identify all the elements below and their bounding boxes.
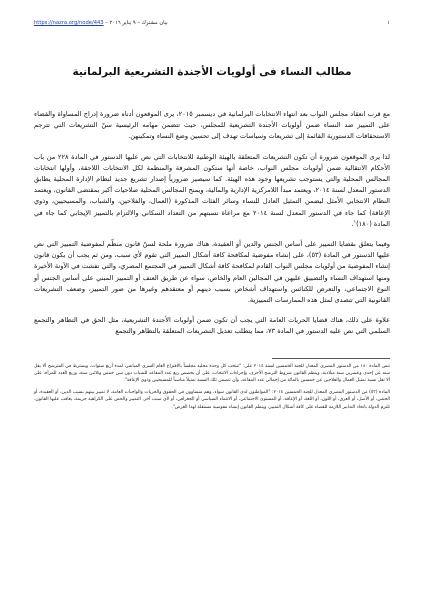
- page-number: ١: [387, 20, 390, 26]
- paragraph-1: مع قرب انعقاد مجلس النواب بعد انتهاء الانتخابات البرلمانية في ديسمبر ٢٠١٥، يرى الموقعون أدناه ضرورة إدراج المساواة والقضاء على التمييز ضد النساء ضمن أولويات الأجندة التشريعية للمجلس، حيث تتضمن مهامه الرئيسية سنّ التشريعات التي تترجم الاستحقاقات الدستورية القائمة إلى تشريعات وسياسات تهدف إلى تحسين وضع النساء وتمكينهن.: [34, 110, 391, 141]
- paragraph-2: لذا يرى الموقعون ضرورة أن تكون التشريعات المتعلقة بالهيئة الوطنية للانتخابات التي نص عليها الدستور في المادة ٢٢٨ من باب الأحكام الانتقالية ضمن أولويات مجلس النواب، خاصة أنها ستكون المشرفة والمنظمة لكل الانتخابات اللاحقة، وأولها انتخابات المجالس المحلية والتي يستوجب تشريعها وجود هذه الهيئة. كما سيصير ضرورياً إصدار تشريع جديد لنظام الإدارة المحلية يطابق الدستور المعدل لسنة ٢٠١٤، ويعتمد مبدأ اللامركزية الإدارية والمالية، ويمنح المجالس المحلية صلاحيات أكبر بمقتضى القانون، ويعتمد النظام الانتخابي الأمثل ليضمن التمثيل العادل للنساء وسائر الفئات المذكورة (العمال، والفلاحين، والشباب، والمسيحيين، وذوي الإعاقة) كما جاء في الدستور المعدل لسنة ٢٠١٤ مع مراعاة نسبتهم من التعداد السكاني والالتزام بالتمييز الإيجابي كما جاء في المادة (١٨٠)$^١$.: [34, 152, 391, 228]
- paragraph-3: وفيما يتعلق بقضايا التمييز على أساس الجنس والدين أو العقيدة، هناك ضرورة ملحة لسنّ قانون منظّم لمفوضية التمييز التي نص عليها الدستور في المادة (٥٣)، على إنشاء مفوضية لمكافحة كافة أشكال التمييز التي تقوم لأي سبب، ومن ثم يجب أن يكون قانون إنشاء المفوضية من أولويات مجلس النواب القادم لمكافحة كافة أشكال التمييز في المجتمع المصري، والتي تفشت في الآونة الأخيرة ومنها استهداف النساء والتضييق عليهن في المجالين العام والخاص، سواء عن طريق العنف أو التمييز المبني على أساس الجنس أو النوع الاجتماعي، والتعرض للكنائس واستهداف أشخاص بسبب دينهم أو معتقدهم وغيرها من صور التمييز، وضعف التشريعات القانونية التي تتصدى لمثل هذه الممارسات التمييزية.: [34, 240, 390, 305]
- header-url-link[interactable]: https://nazra.org/node/443: [34, 20, 104, 26]
- document-title: مطالب النساء فى أولويات الأجندة التشريعية البرلمانية: [72, 66, 352, 78]
- page-header: [34, 20, 390, 27]
- header-statement-label: بيان مشترك – ٩ يناير ٢٠١٦ –: [105, 20, 168, 26]
- paragraph-4: علاوة على ذلك، هناك قضايا الحريات العامة التي يجب أن تكون ضمن أولويات الأجندة التشريعية، مثل الحق في التظاهر والتجمع السلمي التي نص عليه الدستور في المادة ٧٣، مما يتطلب تعديل التشريعات المتعلقة بالتظاهر والتجمع: [34, 316, 390, 336]
- paragraph-2-text: لذا يرى الموقعون ضرورة أن تكون التشريعات المتعلقة بالهيئة الوطنية للانتخابات التي نص عليها الدستور في المادة ٢٢٨ من باب الأحكام الانتقالية ضمن أولويات مجلس النواب، خاصة أنها ستكون المشرفة والمنظمة لكل الانتخابات اللاحقة، وأولها انتخابات المجالس المحلية والتي يستوجب تشريعها وجود هذه الهيئة. كما سيصير ضرورياً إصدار تشريع جديد لنظام الإدارة المحلية يطابق الدستور المعدل لسنة ٢٠١٤، ويعتمد مبدأ اللامركزية الإدارية والمالية، ويمنح المجالس المحلية صلاحيات أكبر بمقتضى القانون، ويعتمد النظام الانتخابي الأمثل ليضمن التمثيل العادل للنساء وسائر الفئات المذكورة (العمال، والفلاحين، والشباب، والمسيحيين، وذوي الإعاقة) كما جاء في الدستور المعدل لسنة ٢٠١٤ مع مراعاة نسبتهم من التعداد السكاني والالتزام بالتمييز الإيجابي كما جاء في المادة (١٨٠): [34, 152, 391, 228]
- header-source: [34, 20, 168, 27]
- footnote-ref-1[interactable]: ١: [353, 219, 357, 225]
- footnote-1: تنص المادة ١٨٠ من الدستور المصري المعدل للجنة الخمسين لسنة ٢٠١٤ على: "تنتخب كل وحدة محلية مجلساً بالاقتراع العام السري المباشر، لمدة أربع سنوات، ويشترط في المترشح ألا يقل سنه عن إحدى وعشرين سنة ميلادية، وينظم القانون شروط الترشح الأخرى، وإجراءات الانتخاب، على أن يخصص ربع عدد المقاعد للشباب دون سن خمس وثلاثين سنة، وربع العدد للمرأة، على ألا تقل نسبة تمثيل العمال والفلاحين عن خمسين بالمائة من إجمالي عدد المقاعد، وأن تتضمن تلك النسبة تمثيلاً مناسباً للمسيحيين وذوي الإعاقة".: [34, 363, 390, 384]
- footnote-divider: [272, 358, 390, 359]
- footnote-2: المادة (٥٣) من الدستور المصري المعدل للجنة الخمسين ٢٠١٤: "المواطنون لدى القانون سواء، وهم متساوون في الحقوق والحريات والواجبات العامة، لا تمييز بينهم بسبب الدين، أو العقيدة، أو الجنس، أو الأصل، أو العرق، أو اللون، أو اللغة، أو الإعاقة، أو المستوى الاجتماعي، أو الانتماء السياسي أو الجغرافي، أو لأي سبب آخر. التمييز والحض على الكراهية جريمة، يعاقب عليها القانون. تلتزم الدولة باتخاذ التدابير اللازمة للقضاء على كافة أشكال التمييز، وينظم القانون إنشاء مفوضية مستقلة لهذا الغرض".: [34, 389, 390, 410]
